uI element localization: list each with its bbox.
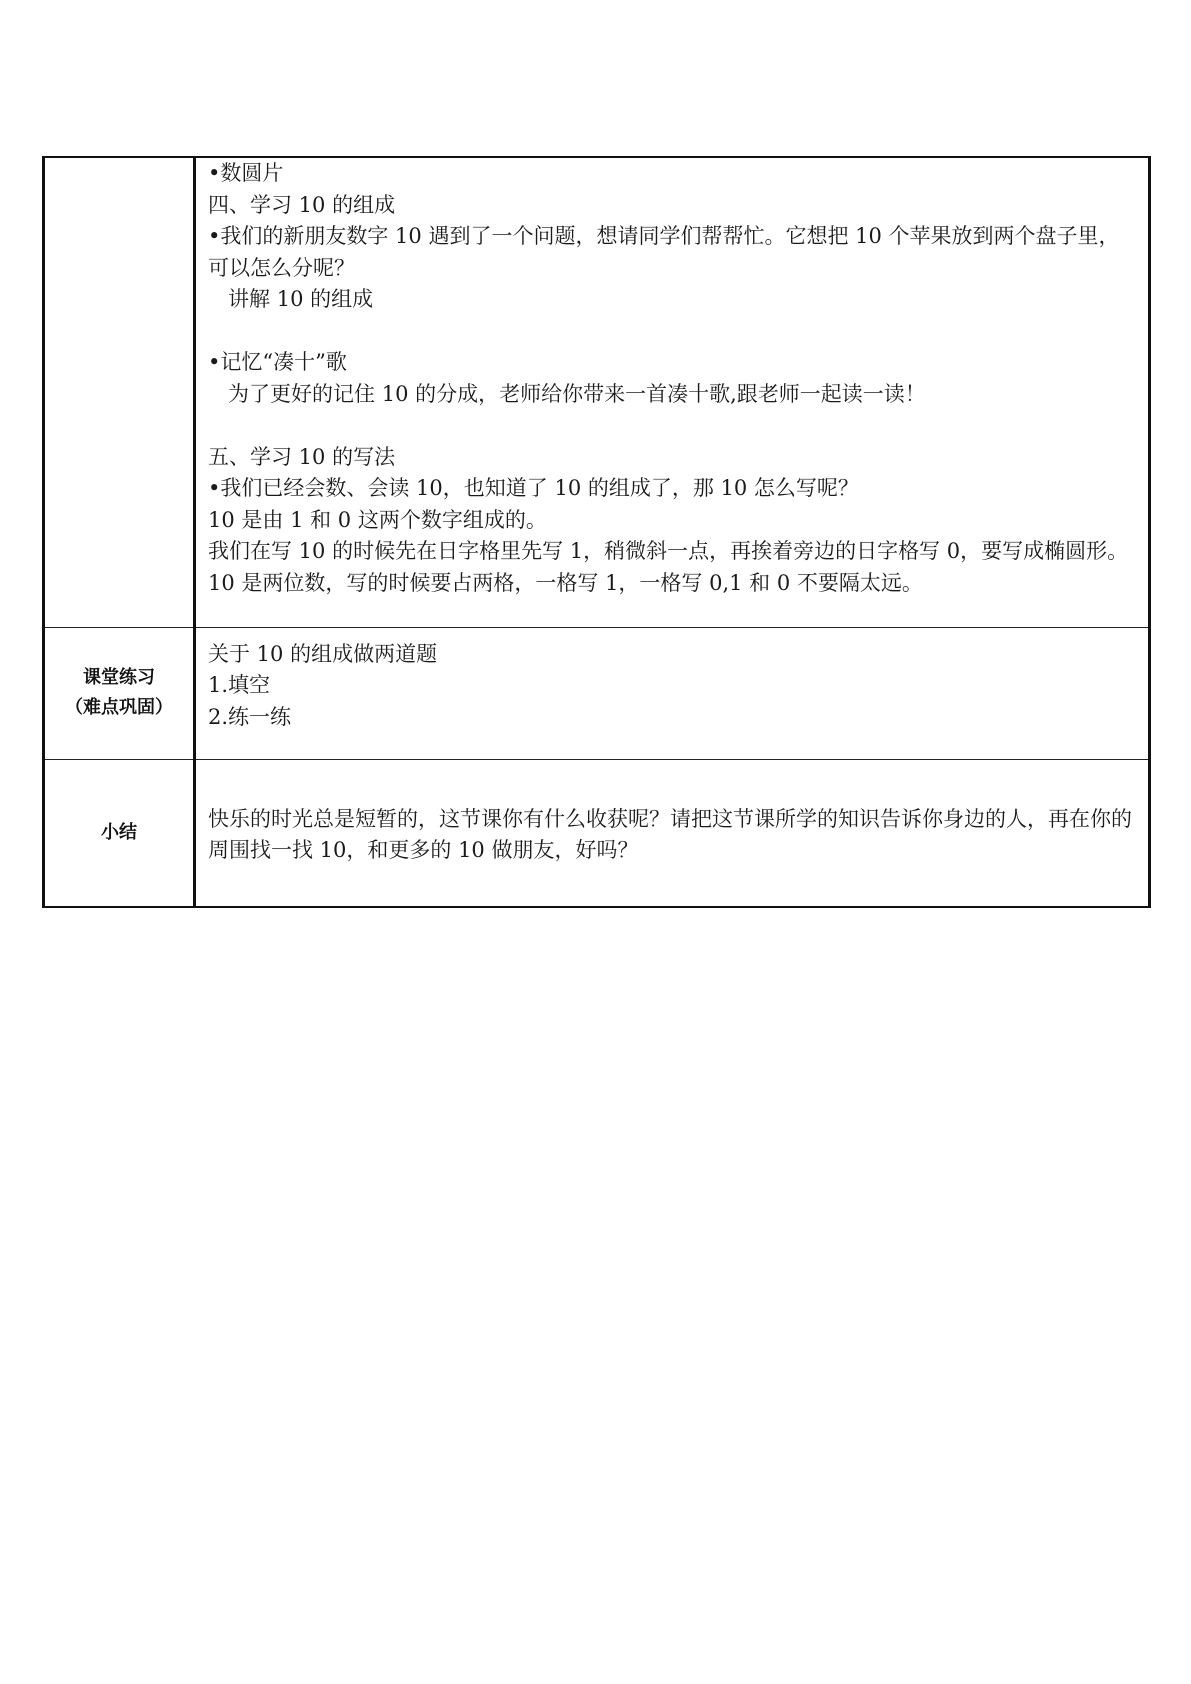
row-label-summary <box>44 759 195 907</box>
content-line: 快乐的时光总是短暂的，这节课你有什么收获呢？请把这节课所学的知识告诉你身边的人，再在你的周围找一找 10，和更多的 10 做朋友，好吗？ <box>208 806 1132 862</box>
content-line: 我们在写 10 的时候先在日字格里先写 1，稍微斜一点，再挨着旁边的日字格写 0，要写成椭圆形。10 是两位数，写的时候要占两格，一格写 1，一格写 0,1 和 0 不要隔太远。 <box>208 539 1129 595</box>
table-row-teaching-process <box>44 157 1150 627</box>
section-heading: 四、学习 10 的组成 <box>208 192 396 217</box>
table-row-classroom-practice <box>44 627 1150 759</box>
content-line: •我们已经会数、会读 10，也知道了 10 的组成了，那 10 怎么写呢？ <box>208 476 859 500</box>
table-row-summary <box>44 759 1150 907</box>
content-line: 10 是由 1 和 0 这两个数字组成的。 <box>208 507 547 532</box>
content-line: •数圆片 <box>208 161 284 185</box>
row-content-classroom-practice <box>195 627 1150 759</box>
row-label-empty <box>44 157 195 627</box>
row-label-line: 课堂练习 <box>83 667 155 688</box>
row-label-line: 小结 <box>101 821 137 843</box>
blank-line <box>208 410 1138 442</box>
content-line: 1.填空 <box>208 673 271 697</box>
row-label-line: （难点巩固） <box>65 697 173 718</box>
row-content-teaching-process <box>195 157 1150 627</box>
content-line: 为了更好的记住 10 的分成，老师给你带来一首凑十歌,跟老师一起读一读！ <box>208 381 926 406</box>
row-label-classroom-practice <box>44 627 195 759</box>
content-line: 关于 10 的组成做两道题 <box>208 641 438 666</box>
content-line: •记忆“凑十”歌 <box>208 350 347 374</box>
row-content-summary <box>195 759 1150 907</box>
blank-line <box>208 316 1138 348</box>
content-line: 讲解 10 的组成 <box>208 287 374 311</box>
section-heading: 五、学习 10 的写法 <box>208 444 396 469</box>
content-line: 2.练一练 <box>208 704 292 729</box>
lesson-plan-table <box>42 156 1151 908</box>
content-line: •我们的新朋友数字 10 遇到了一个问题，想请同学们帮帮忙。它想把 10 个苹果放到两个盘子里，可以怎么分呢？ <box>208 224 1120 280</box>
